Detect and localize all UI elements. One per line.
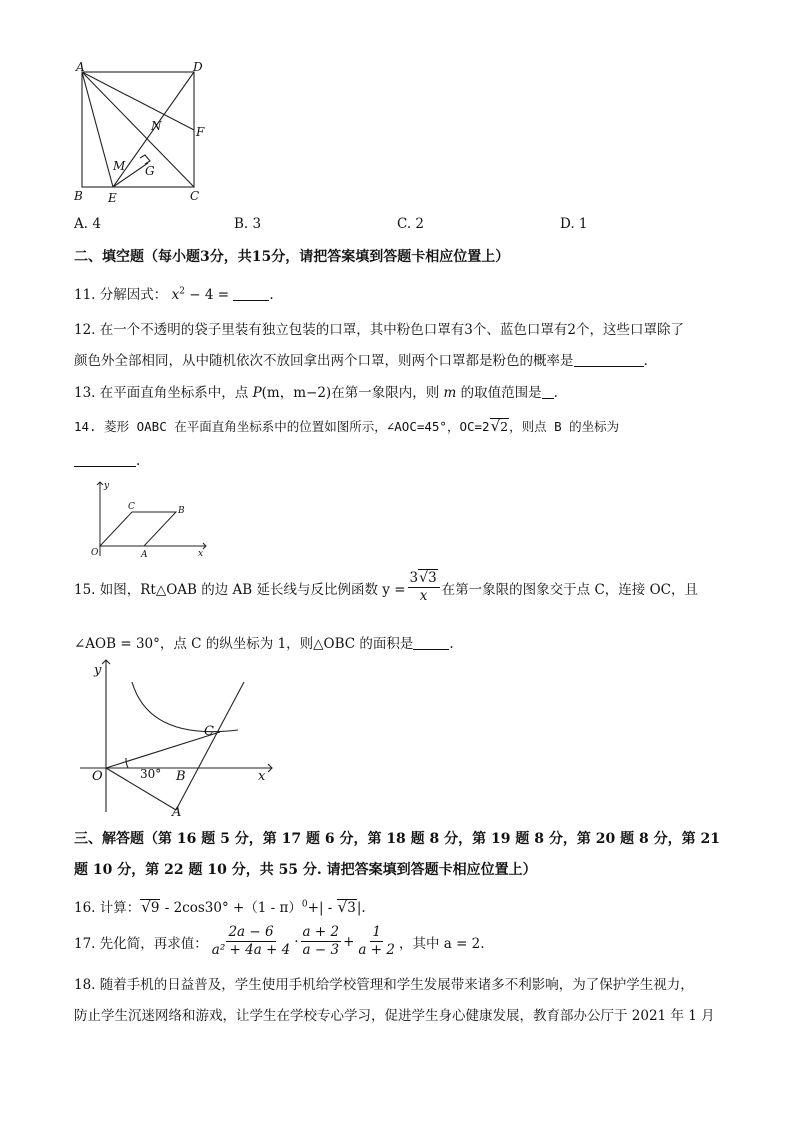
- question-14-answer: .: [74, 452, 140, 469]
- label-m: M: [113, 159, 126, 173]
- label-b: B: [178, 506, 185, 516]
- label-f: F: [196, 125, 205, 139]
- label-a: A: [172, 805, 182, 818]
- segment-oc: [106, 732, 220, 768]
- label-b: B: [74, 189, 83, 203]
- segment-ae: [82, 72, 113, 187]
- label-c: C: [204, 724, 214, 739]
- rhombus-oabc: [100, 512, 176, 546]
- square-figure: [72, 62, 212, 208]
- question-12-line2: 颜色外全部相同，从中随机依次不放回拿出两个口罩，则两个口罩都是粉色的概率是 .: [74, 353, 648, 369]
- label-x: x: [258, 769, 266, 784]
- label-a: A: [141, 550, 148, 560]
- choice-c: C. 2: [397, 216, 425, 232]
- section-2-title: 二、填空题（每小题3分，共15分，请把答案填到答题卡相应位置上）: [74, 249, 510, 265]
- label-o: O: [92, 769, 103, 784]
- answer-blank-15[interactable]: [413, 635, 449, 650]
- choice-a: A. 4: [74, 216, 101, 232]
- segment-af: [82, 72, 194, 130]
- angle-label: 30°: [140, 767, 162, 781]
- answer-blank-13[interactable]: [542, 384, 554, 399]
- label-y: y: [94, 663, 102, 678]
- question-17: 17. 先化简，再求值： $\frac{2a - 6}{\text{a² + 4a + 4}}$ · $\frac{a + 2}{a - 3}$ + $\frac{1}{a + 2}$ ，其中 a = 2.: [74, 924, 485, 958]
- answer-blank-14[interactable]: [74, 452, 136, 467]
- question-14: 14. 菱形 OABC 在平面直角坐标系中的位置如图所示，∠AOC=45°，OC=2√2，则点 B 的坐标为: [74, 417, 620, 435]
- choice-b: B. 3: [234, 216, 262, 232]
- section-3-title-line2: 题 10 分，第 22 题 10 分，共 55 分. 请把答案填到答题卡相应位置上）: [74, 862, 537, 878]
- label-c: C: [128, 502, 135, 512]
- label-b: B: [176, 769, 186, 784]
- choice-d: D. 1: [560, 216, 588, 232]
- q17-fraction-2: $\frac{a + 2}{a - 3}$: [302, 924, 340, 958]
- section-3-title-line1: 三、解答题（第 16 题 5 分，第 17 题 6 分，第 18 题 8 分，第 19 题 8 分，第 20 题 8 分，第 21: [74, 831, 720, 847]
- label-o: O: [91, 548, 99, 558]
- rhombus-figure: [82, 476, 212, 560]
- q17-fraction-3: $\frac{1}{a + 2}$: [358, 924, 395, 958]
- question-13: 13. 在平面直角坐标系中，点 P(m，m−2)在第一象限内，则 m 的取值范围是 .: [74, 385, 558, 401]
- label-n: N: [151, 119, 162, 133]
- hyperbola-figure: [80, 656, 280, 818]
- question-18-line2: 防止学生沉迷网络和游戏，让学生在学校专心学习，促进学生身心健康发展，教育部办公厅于 2021 年 1 月: [74, 1008, 715, 1024]
- question-18-line1: 18. 随着手机的日益普及，学生使用手机给学校管理和学生发展带来诸多不利影响，为了保护学生视力，: [74, 977, 694, 993]
- line-ab-extended: [176, 682, 244, 810]
- question-11: 11. 分解因式： $x^2 - 4$ = .: [74, 286, 274, 303]
- answer-blank-11[interactable]: [233, 286, 269, 301]
- label-e: E: [108, 191, 117, 205]
- label-y: y: [104, 481, 110, 491]
- question-15-line2: ∠AOB = 30°，点 C 的纵坐标为 1，则△OBC 的面积是 .: [74, 636, 454, 652]
- label-d: D: [193, 62, 203, 74]
- question-12-line1: 12. 在一个不透明的袋子里装有独立包装的口罩，其中粉色口罩有3个、蓝色口罩有2个，这些口罩除了: [74, 322, 684, 338]
- label-g: G: [145, 164, 155, 178]
- q17-fraction-1: $\frac{2a - 6}{\text{a² + 4a + 4}}$: [211, 924, 291, 958]
- angle-arc: [126, 758, 128, 768]
- label-x: x: [198, 549, 204, 559]
- answer-blank-12[interactable]: [574, 352, 644, 367]
- label-a: A: [76, 62, 85, 74]
- label-c: C: [190, 189, 200, 203]
- right-angle-mark: [140, 155, 150, 164]
- q15-fraction: $\frac{3√3}{x}$: [408, 570, 440, 605]
- question-16: 16. 计算：√9 - 2cos30° +（1 - π）$^0$+| - √3|.: [74, 898, 366, 916]
- question-15: 15. 如图，Rt△OAB 的边 AB 延长线与反比例函数 y = $\frac{3√3}{x}$ 在第一象限的图象交于点 C，连接 OC，且: [74, 570, 698, 604]
